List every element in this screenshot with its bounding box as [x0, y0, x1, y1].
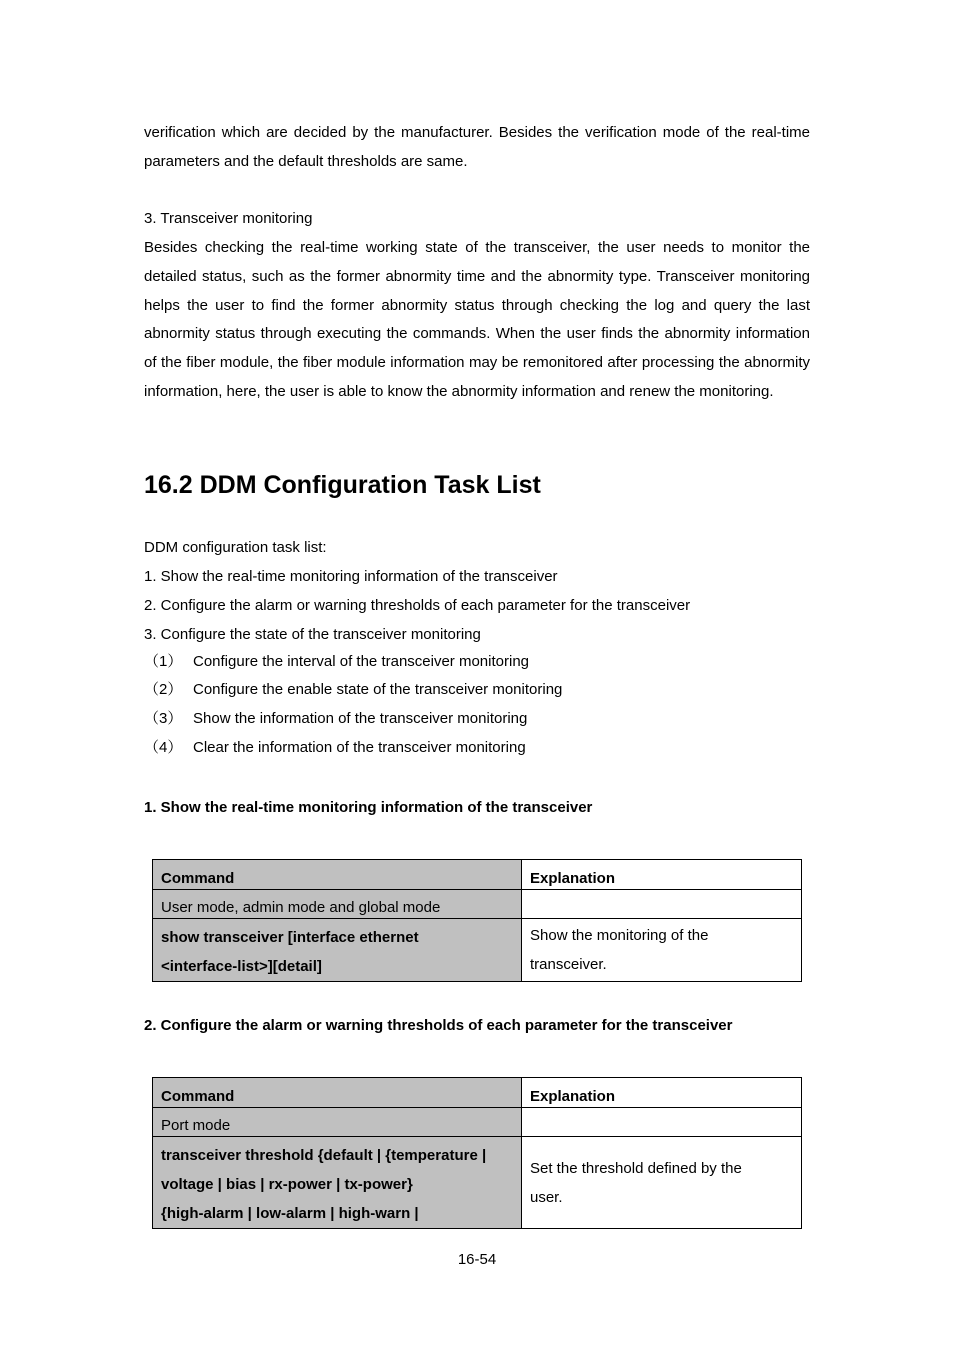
- table-mode-row: [153, 890, 802, 919]
- intro-paragraph: verification which are decided by the manufacturer. Besides the verification mode of the real-time parameters and the default thresholds are same.: [144, 124, 810, 170]
- subitem-number: （3）: [144, 710, 183, 727]
- subitem-number: （4）: [144, 739, 183, 756]
- command-line: transceiver threshold {default | {temperature |: [161, 1147, 487, 1164]
- command-line: {high-alarm | low-alarm | high-warn |: [161, 1205, 419, 1222]
- table-mode-row: [153, 1108, 802, 1137]
- monitoring-paragraph: Besides checking the real-time working state of the transceiver, the user needs to monitor the detailed status, such as the former abnormity time and the abnormity type. Transceiver monitoring helps the user to find the former abnormity status through checking the log and query the last abnormity status through executing the commands. When the user finds the abnormity information of the fiber module, the fiber module information may be remonitored after processing the abnormity information, here, the user is able to know the abnormity information and renew the monitoring.: [144, 239, 810, 400]
- task-list-intro: DDM configuration task list:: [144, 539, 327, 556]
- task-list-item: 2. Configure the alarm or warning thresholds of each parameter for the transceiver: [144, 597, 691, 614]
- explanation-line: user.: [530, 1188, 563, 1206]
- header-explanation: Explanation: [522, 860, 802, 890]
- subsection1-title: 1. Show the real-time monitoring information of the transceiver: [144, 799, 593, 816]
- section-heading: 16.2 DDM Configuration Task List: [144, 471, 541, 499]
- explanation-line: Set the threshold defined by the: [530, 1159, 742, 1177]
- header-command: Command: [153, 1078, 522, 1108]
- task-subitem: [144, 709, 527, 729]
- command-line: voltage | bias | rx-power | tx-power}: [161, 1176, 413, 1193]
- subsection2-title: 2. Configure the alarm or warning thresholds of each parameter for the transceiver: [144, 1017, 733, 1034]
- explanation-cell: [522, 919, 802, 982]
- header-explanation: Explanation: [522, 1078, 802, 1108]
- table-row: [153, 1137, 802, 1229]
- subitem-text: Configure the enable state of the transceiver monitoring: [193, 681, 563, 698]
- table-row: [153, 919, 802, 982]
- task-subitem: [144, 652, 529, 672]
- task-list-item: 3. Configure the state of the transceiver monitoring: [144, 626, 481, 643]
- task-subitem: [144, 738, 526, 758]
- mode-cell: Port mode: [153, 1108, 522, 1137]
- page-number: 16-54: [457, 1251, 497, 1268]
- command-line: <interface-list>][detail]: [161, 958, 322, 975]
- table-header-row: [153, 1078, 802, 1108]
- command-table-threshold: [152, 1077, 802, 1229]
- subitem-text: Show the information of the transceiver monitoring: [193, 710, 528, 727]
- explanation-line: Show the monitoring of the: [530, 927, 709, 944]
- mode-explanation-cell: [522, 1108, 802, 1137]
- table-header-row: [153, 860, 802, 890]
- subitem-text: Configure the interval of the transceiver monitoring: [193, 653, 530, 670]
- command-line: show transceiver [interface ethernet: [161, 929, 419, 946]
- task-list-item: 1. Show the real-time monitoring information of the transceiver: [144, 568, 558, 585]
- subitem-number: （2）: [144, 681, 183, 698]
- subitem-text: Clear the information of the transceiver monitoring: [193, 739, 526, 756]
- header-command: Command: [153, 860, 522, 890]
- command-cell: [153, 919, 522, 982]
- mode-explanation-cell: [522, 890, 802, 919]
- subitem-number: （1）: [144, 653, 183, 670]
- command-table-show: [152, 859, 802, 982]
- monitoring-title: 3. Transceiver monitoring: [144, 210, 313, 227]
- task-subitem: [144, 680, 562, 700]
- explanation-cell: [522, 1137, 802, 1229]
- mode-cell: User mode, admin mode and global mode: [153, 890, 522, 919]
- explanation-line: transceiver.: [530, 956, 607, 973]
- command-cell: [153, 1137, 522, 1229]
